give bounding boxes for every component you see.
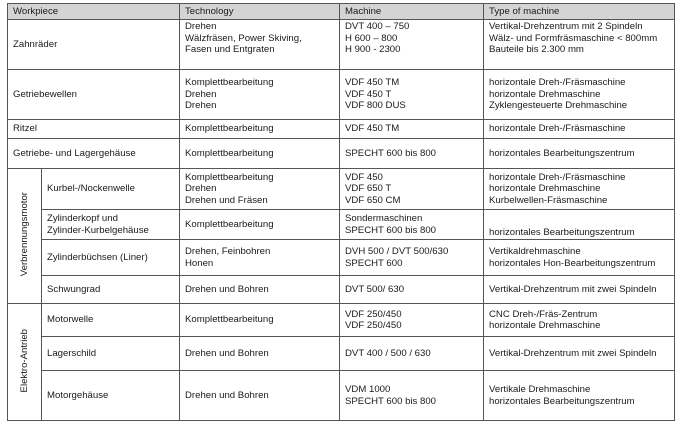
group-label-elektro-antrieb: Elektro-Antrieb — [8, 304, 42, 421]
machine-cell: SPECHT 600 bis 800 — [340, 139, 484, 169]
table-row — [8, 304, 675, 337]
table-row — [8, 139, 675, 169]
type-cell: horizontale Dreh-/Fräsmaschine — [484, 120, 675, 139]
workpiece-cell: Lagerschild — [42, 337, 180, 371]
header-machine: Machine — [340, 4, 484, 20]
machine-cell: VDF 450 TM VDF 450 T VDF 800 DUS — [340, 70, 484, 120]
workpiece-cell: Zylinderkopf und Zylinder-Kurbelgehäuse — [42, 210, 180, 240]
type-cell: horizontale Dreh-/Fräsmaschine horizontale Drehmaschine Zyklengesteuerte Drehmaschine — [484, 70, 675, 120]
type-cell: Vertikaldrehmaschine horizontales Hon-Bearbeitungszentrum — [484, 240, 675, 276]
table-row — [8, 169, 675, 210]
machine-table — [7, 3, 675, 421]
workpiece-cell: Zahnräder — [8, 20, 180, 70]
table-row — [8, 337, 675, 371]
machine-cell: VDM 1000 SPECHT 600 bis 800 — [340, 371, 484, 421]
machine-cell: DVT 400 – 750 H 600 – 800 H 900 - 2300 — [340, 20, 484, 70]
machine-cell: VDF 250/450 VDF 250/450 — [340, 304, 484, 337]
technology-cell: Komplettbearbeitung — [180, 120, 340, 139]
machine-cell: Sondermaschinen SPECHT 600 bis 800 — [340, 210, 484, 240]
technology-cell: Drehen und Bohren — [180, 371, 340, 421]
technology-cell: Komplettbearbeitung Drehen Drehen und Fräsen — [180, 169, 340, 210]
workpiece-cell: Ritzel — [8, 120, 180, 139]
header-row — [8, 4, 675, 20]
type-cell: Vertikale Drehmaschine horizontales Bearbeitungszentrum — [484, 371, 675, 421]
header-workpiece: Workpiece — [8, 4, 180, 20]
table-row — [8, 20, 675, 70]
table-row — [8, 70, 675, 120]
header-technology: Technology — [180, 4, 340, 20]
type-cell: Vertikal-Drehzentrum mit zwei Spindeln — [484, 337, 675, 371]
header-type-of-machine: Type of machine — [484, 4, 675, 20]
table-row — [8, 240, 675, 276]
technology-cell: Drehen und Bohren — [180, 337, 340, 371]
workpiece-cell: Schwungrad — [42, 276, 180, 304]
workpiece-cell: Getriebe- und Lagergehäuse — [8, 139, 180, 169]
table-row — [8, 210, 675, 240]
workpiece-cell: Motorgehäuse — [42, 371, 180, 421]
type-cell: horizontales Bearbeitungszentrum — [484, 139, 675, 169]
technology-cell: Drehen und Bohren — [180, 276, 340, 304]
type-cell: CNC Dreh-/Fräs-Zentrum horizontale Drehmaschine — [484, 304, 675, 337]
machine-cell: DVT 500/ 630 — [340, 276, 484, 304]
technology-cell: Komplettbearbeitung — [180, 304, 340, 337]
table-row — [8, 371, 675, 421]
technology-cell: Komplettbearbeitung Drehen Drehen — [180, 70, 340, 120]
technology-cell: Drehen Wälzfräsen, Power Skiving, Fasen und Entgraten — [180, 20, 340, 70]
type-cell: Vertikal-Drehzentrum mit 2 Spindeln Wälz- und Formfräsmaschine < 800mm Bauteile bis 2.300 mm — [484, 20, 675, 70]
table-row — [8, 120, 675, 139]
type-cell: Vertikal-Drehzentrum mit zwei Spindeln — [484, 276, 675, 304]
workpiece-cell: Kurbel-/Nockenwelle — [42, 169, 180, 210]
type-cell: horizontale Dreh-/Fräsmaschine horizontale Drehmaschine Kurbelwellen-Fräsmaschine — [484, 169, 675, 210]
machine-cell: VDF 450 VDF 650 T VDF 650 CM — [340, 169, 484, 210]
machine-cell: DVH 500 / DVT 500/630 SPECHT 600 — [340, 240, 484, 276]
technology-cell: Komplettbearbeitung — [180, 210, 340, 240]
machine-cell: DVT 400 / 500 / 630 — [340, 337, 484, 371]
machine-cell: VDF 450 TM — [340, 120, 484, 139]
type-cell: horizontales Bearbeitungszentrum — [484, 210, 675, 240]
table-row — [8, 276, 675, 304]
workpiece-cell: Zylinderbüchsen (Liner) — [42, 240, 180, 276]
technology-cell: Komplettbearbeitung — [180, 139, 340, 169]
workpiece-cell: Motorwelle — [42, 304, 180, 337]
group-label-verbrennungsmotor: Verbrennungsmotor — [8, 169, 42, 304]
workpiece-cell: Getriebewellen — [8, 70, 180, 120]
technology-cell: Drehen, Feinbohren Honen — [180, 240, 340, 276]
